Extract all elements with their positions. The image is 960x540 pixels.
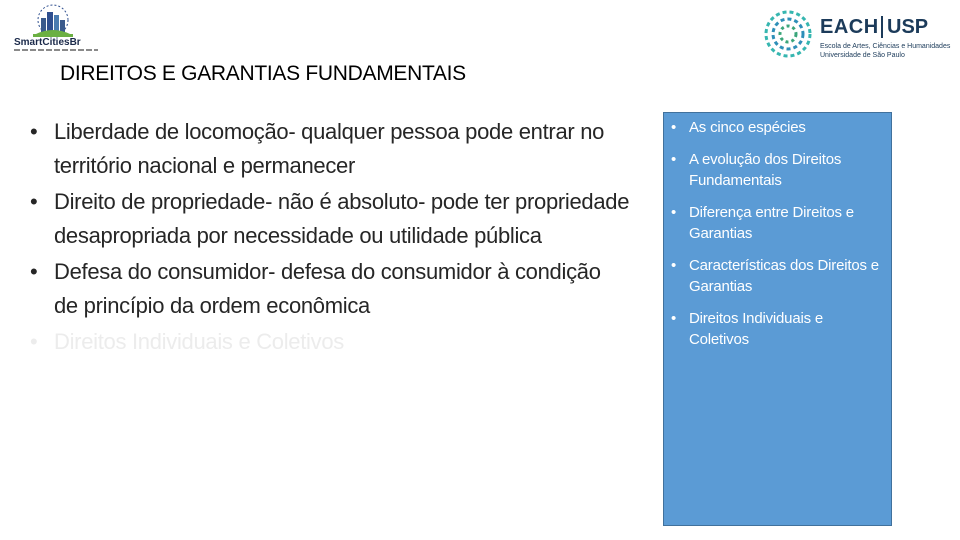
usp-wordmark: USP — [881, 16, 928, 38]
topics-list — [671, 117, 886, 361]
each-emblem-icon — [762, 8, 814, 60]
list-item-text: Defesa do consumidor- defesa do consumidor à condição de princípio da ordem econômica — [54, 259, 601, 318]
bullet-icon: • — [30, 329, 38, 354]
bullet-icon: • — [30, 259, 38, 284]
city-skyline-icon — [8, 4, 98, 38]
list-item-text: Liberdade de locomoção- qualquer pessoa pode entrar no território nacional e permanecer — [54, 119, 605, 178]
list-item-text: Direito de propriedade- não é absoluto- pode ter propriedade desapropriada por necessidade ou utilidade pública — [54, 189, 630, 248]
list-item — [30, 115, 630, 183]
topic-item-text: Características dos Direitos e Garantias — [689, 257, 879, 295]
bullet-icon: • — [671, 119, 677, 136]
main-bullet-list — [30, 115, 630, 361]
institution-name: Escola de Artes, Ciências e Humanidades Universidade de São Paulo — [820, 43, 951, 59]
smartcitiesbr-logo — [8, 4, 98, 52]
list-item — [30, 185, 630, 253]
topic-item-text: Direitos Individuais e Coletivos — [689, 310, 823, 348]
brand-name: SmartCitiesBr — [14, 37, 81, 48]
topic-item — [671, 255, 886, 297]
list-item-text: Direitos Individuais e Coletivos — [54, 329, 344, 354]
slide-title: DIREITOS E GARANTIAS FUNDAMENTAIS — [60, 62, 466, 85]
bullet-icon: • — [30, 119, 38, 144]
topic-item — [671, 117, 886, 138]
topic-item — [671, 149, 886, 191]
topic-item — [671, 202, 886, 244]
topic-item-text: A evolução dos Direitos Fundamentais — [689, 151, 842, 189]
bullet-icon: • — [671, 204, 677, 221]
bullet-icon: • — [30, 189, 38, 214]
brand-tagline — [14, 49, 98, 51]
bullet-icon: • — [671, 151, 677, 168]
topics-side-panel — [663, 112, 892, 526]
each-usp-logo — [762, 8, 952, 64]
each-wordmark: EACH — [820, 16, 879, 38]
bullet-icon: • — [671, 257, 677, 274]
topic-item-text: As cinco espécies — [689, 119, 806, 136]
list-item — [30, 325, 630, 359]
topic-item-text: Diferença entre Direitos e Garantias — [689, 204, 854, 242]
bullet-icon: • — [671, 310, 677, 327]
list-item — [30, 255, 630, 323]
topic-item — [671, 308, 886, 350]
